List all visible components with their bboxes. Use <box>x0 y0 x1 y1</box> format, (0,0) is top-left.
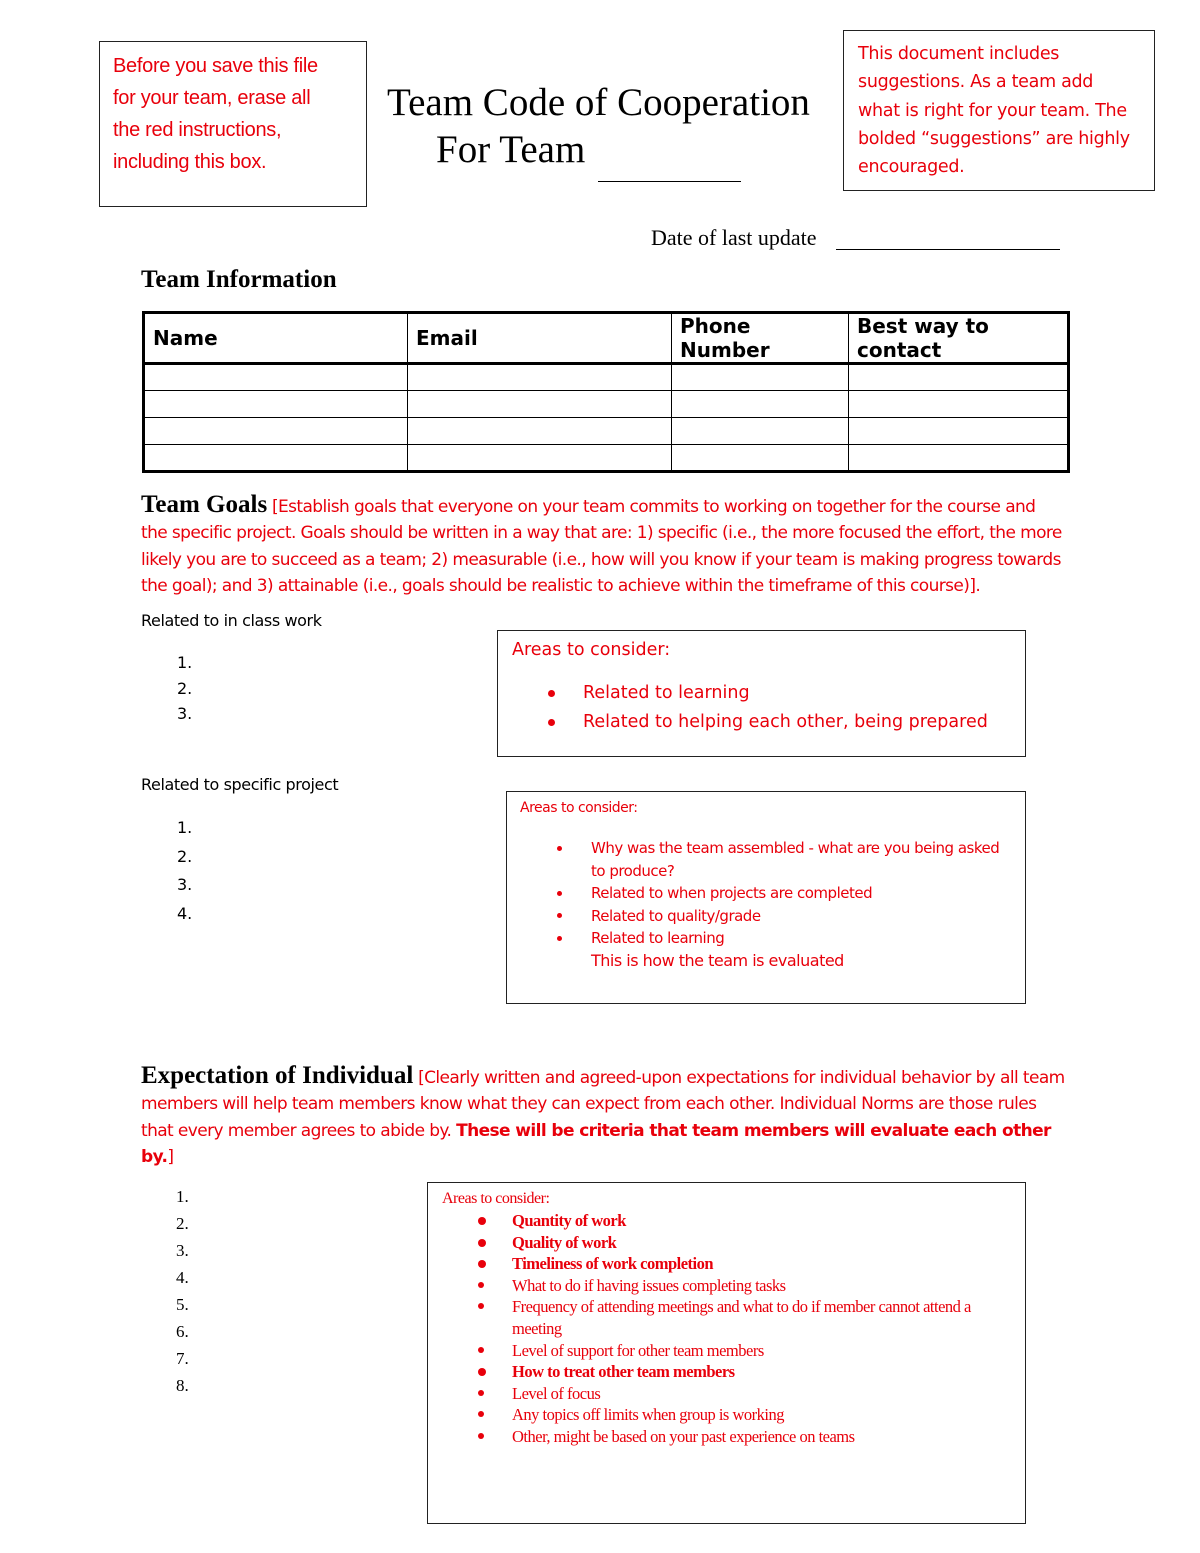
list-item: Timeliness of work completion <box>512 1253 1002 1275</box>
note-line: This document includes <box>858 44 1060 64</box>
bullet-icon <box>478 1239 486 1247</box>
list-item: Related to learning <box>591 929 725 947</box>
class-work-label: Related to in class work <box>141 611 322 630</box>
list-item: Quantity of work <box>512 1210 1002 1232</box>
class-areas-title: Areas to consider: <box>512 640 671 660</box>
bullet-icon <box>478 1390 484 1396</box>
team-goals-instructions: [Establish goals that everyone on your team commits to working on together for the course and the specific project. Goals should be written in a way that are: 1) specific (i.e., the more focused the effort, the more likely you are to succeed as a team; 2) measurable (i.e., how will you know if your team is making progress towards the goal); and 3) attainable (i.e., goals should be realistic to achieve within the timeframe of this course)]. <box>141 497 1062 596</box>
table-cell[interactable] <box>144 391 408 418</box>
bullet-icon <box>557 936 562 941</box>
list-item: Level of support for other team members <box>512 1340 1002 1362</box>
list-item: Any topics off limits when group is working <box>512 1404 1002 1426</box>
list-item: Related to learning <box>583 683 750 703</box>
list-item[interactable]: 1. <box>177 818 193 837</box>
page-subtitle: For Team <box>436 128 586 171</box>
table-row <box>144 445 1069 472</box>
table-row <box>144 418 1069 445</box>
list-item[interactable]: 4. <box>177 904 193 924</box>
list-item: Related to quality/grade <box>591 906 761 925</box>
evaluation-note: This is how the team is evaluated <box>591 950 844 970</box>
list-item: Related to helping each other, being prepared <box>583 712 988 732</box>
column-header: Name <box>144 313 408 364</box>
list-item[interactable]: 3. <box>177 875 193 895</box>
bullet-icon <box>557 891 562 896</box>
list-item[interactable]: 4. <box>176 1268 189 1287</box>
date-line[interactable] <box>836 249 1060 250</box>
bullet-icon <box>557 846 562 851</box>
list-item: Quality of work <box>512 1232 1002 1254</box>
note-line: including this box. <box>113 151 267 173</box>
list-item: Related to when projects are completed <box>591 884 873 902</box>
note-line: encouraged. <box>858 157 965 178</box>
expectation-areas-title: Areas to consider: <box>442 1190 550 1207</box>
table-cell[interactable] <box>672 391 849 418</box>
table-cell[interactable] <box>849 418 1069 445</box>
note-line: suggestions. As a team add <box>858 72 1094 93</box>
list-item: Frequency of attending meetings and what to do if member cannot attend a meeting <box>512 1296 1002 1339</box>
bullet-icon <box>548 719 555 726</box>
team-goals-section <box>141 492 1066 599</box>
bullet-icon <box>478 1433 484 1439</box>
bullet-icon <box>548 690 555 697</box>
list-item[interactable]: 6. <box>176 1322 189 1341</box>
table-cell[interactable] <box>144 445 408 472</box>
bullet-icon <box>557 913 562 918</box>
table-cell[interactable] <box>849 391 1069 418</box>
list-item[interactable]: 8. <box>176 1376 189 1395</box>
note-line: Before you save this file <box>113 55 318 77</box>
project-list <box>177 814 192 929</box>
table-cell[interactable] <box>849 364 1069 391</box>
list-item[interactable]: 1. <box>177 653 193 672</box>
suggestions-note-text <box>858 40 1130 181</box>
list-item[interactable]: 3. <box>177 704 193 723</box>
team-info-table <box>142 311 1070 473</box>
table-cell[interactable] <box>144 418 408 445</box>
list-item: Level of focus <box>512 1383 1002 1405</box>
list-item: Other, might be based on your past experience on teams <box>512 1426 1002 1448</box>
project-label: Related to specific project <box>141 775 339 794</box>
list-item[interactable]: 1. <box>176 1187 189 1206</box>
table-cell[interactable] <box>672 418 849 445</box>
table-cell[interactable] <box>849 445 1069 472</box>
table-row <box>144 364 1069 391</box>
note-line: for your team, erase all <box>113 87 311 109</box>
expectation-heading: Expectation of Individual <box>141 1062 414 1089</box>
column-header: Email <box>408 313 672 364</box>
table-cell[interactable] <box>408 391 672 418</box>
expectation-section <box>141 1063 1066 1170</box>
class-work-list <box>177 650 192 727</box>
column-header: Best way to contact <box>849 313 1069 364</box>
list-item: What to do if having issues completing tasks <box>512 1275 1002 1297</box>
list-item[interactable]: 3. <box>176 1241 189 1260</box>
table-cell[interactable] <box>672 445 849 472</box>
team-name-line[interactable] <box>598 181 741 182</box>
project-areas-list <box>591 837 1011 972</box>
team-info-heading: Team Information <box>141 266 337 293</box>
bullet-icon <box>478 1347 484 1353</box>
table-header <box>144 313 1069 364</box>
expectation-areas-list <box>512 1210 1002 1448</box>
expectation-instructions: [Clearly written and agreed-upon expectations for individual behavior by all team members will help team members know what they can expect from each other. Individual Norms are those rules that every member agrees to abide by. <box>141 1068 1065 1141</box>
bullet-icon <box>478 1282 484 1288</box>
table-cell[interactable] <box>144 364 408 391</box>
expectation-criteria: These will be criteria that team members will evaluate each other by. <box>141 1120 1051 1167</box>
team-goals-heading: Team Goals <box>141 491 268 518</box>
table-row <box>144 391 1069 418</box>
table-cell[interactable] <box>408 445 672 472</box>
date-label: Date of last update <box>651 225 817 250</box>
list-item[interactable]: 2. <box>177 846 193 866</box>
erase-instructions-text <box>113 50 318 178</box>
list-item[interactable]: 5. <box>176 1295 189 1314</box>
note-line: bolded “suggestions” are highly <box>858 128 1130 149</box>
list-item: How to treat other team members <box>512 1361 1002 1383</box>
note-line: what is right for your team. The <box>858 100 1127 121</box>
list-item: Why was the team assembled - what are you being asked to produce? <box>591 839 1000 880</box>
list-item[interactable]: 7. <box>176 1349 189 1368</box>
note-line: the red instructions, <box>113 119 282 141</box>
table-cell[interactable] <box>672 364 849 391</box>
list-item[interactable]: 2. <box>176 1214 189 1233</box>
table-cell[interactable] <box>408 364 672 391</box>
page-title: Team Code of Cooperation <box>387 81 810 124</box>
column-header: Phone Number <box>672 313 849 364</box>
closing-bracket: ] <box>167 1146 174 1167</box>
list-item[interactable]: 2. <box>177 678 193 698</box>
bullet-icon <box>478 1217 486 1225</box>
expectation-list <box>176 1183 189 1399</box>
project-areas-title: Areas to consider: <box>520 800 638 816</box>
table-cell[interactable] <box>408 418 672 445</box>
